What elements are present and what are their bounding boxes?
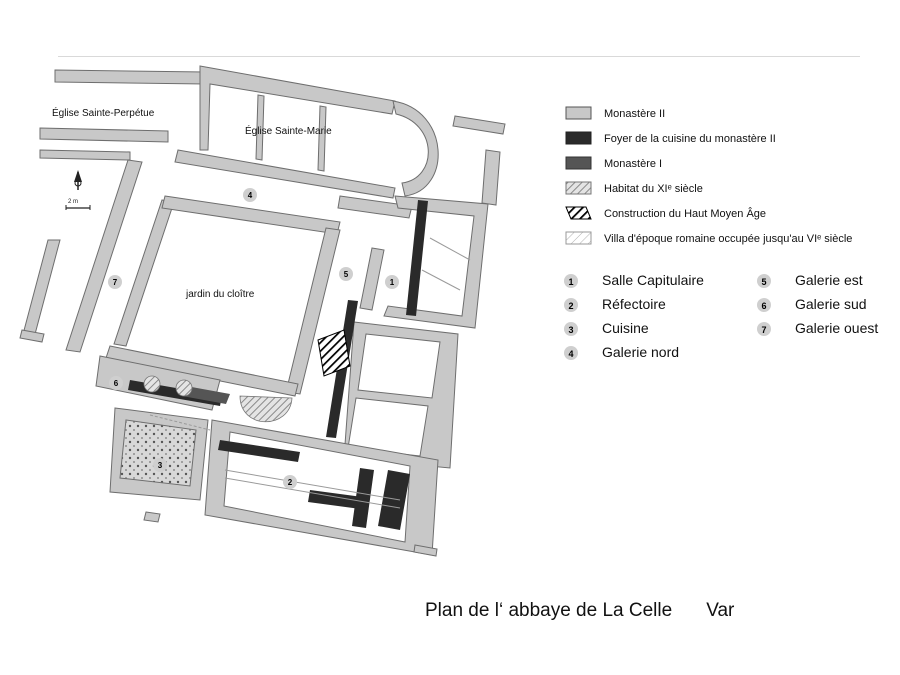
legend xyxy=(566,107,852,245)
svg-text:Construction du Haut Moyen Âge: Construction du Haut Moyen Âge xyxy=(604,208,767,220)
room-legend-4 xyxy=(564,344,679,360)
svg-text:5: 5 xyxy=(343,270,349,279)
svg-text:Galerie ouest: Galerie ouest xyxy=(795,320,879,336)
svg-text:Cuisine: Cuisine xyxy=(602,320,649,336)
label-eglise-sainte-marie: Église Sainte-Marie xyxy=(245,126,332,137)
svg-text:2: 2 xyxy=(568,301,574,311)
scale-bar xyxy=(66,199,90,210)
svg-text:6: 6 xyxy=(761,301,767,311)
svg-text:Galerie sud: Galerie sud xyxy=(795,296,867,312)
marker-6 xyxy=(109,376,123,390)
svg-text:4: 4 xyxy=(247,191,253,200)
legend-item-monastere-i xyxy=(566,157,662,170)
svg-text:4: 4 xyxy=(568,349,574,359)
svg-text:7: 7 xyxy=(761,325,767,335)
svg-text:Réfectoire: Réfectoire xyxy=(602,296,666,312)
marker-2 xyxy=(283,475,297,489)
svg-text:1: 1 xyxy=(568,277,574,287)
svg-text:Galerie est: Galerie est xyxy=(795,272,863,288)
label-jardin-cloitre: jardin du cloître xyxy=(186,289,255,300)
svg-text:Galerie nord: Galerie nord xyxy=(602,344,680,360)
svg-text:Foyer de la cuisine du monastè: Foyer de la cuisine du monastère II xyxy=(604,133,776,145)
marker-1 xyxy=(385,275,399,289)
room-legend xyxy=(564,272,878,360)
legend-item-haut-moyen-age xyxy=(566,207,766,220)
caption-title: Plan de l‘ abbaye de La Celle xyxy=(425,600,673,621)
svg-text:Salle Capitulaire: Salle Capitulaire xyxy=(602,272,704,288)
svg-text:Villa d'époque romaine occupée: Villa d'époque romaine occupée jusqu'au VIᵉ siècle xyxy=(604,233,853,245)
caption-place: Var xyxy=(706,600,735,621)
marker-5 xyxy=(339,267,353,281)
room-legend-6 xyxy=(757,296,867,312)
legend-item-foyer-cuisine xyxy=(566,132,776,145)
legend-item-monastere-ii xyxy=(566,107,665,120)
marker-3 xyxy=(153,458,167,472)
svg-text:2: 2 xyxy=(287,478,293,487)
svg-text:5: 5 xyxy=(761,277,767,287)
marker-7 xyxy=(108,275,122,289)
room-legend-2 xyxy=(564,296,666,312)
north-arrow-icon xyxy=(74,170,82,190)
room-legend-7 xyxy=(757,320,878,336)
label-eglise-sainte-perpetue: Église Sainte-Perpétue xyxy=(52,108,155,119)
room-legend-3 xyxy=(564,320,649,336)
legend-item-habitat-xie xyxy=(566,182,703,195)
slide-caption xyxy=(425,600,734,622)
svg-text:3: 3 xyxy=(568,325,574,335)
svg-text:Monastère I: Monastère I xyxy=(604,158,663,170)
svg-text:3: 3 xyxy=(157,461,163,470)
scale-label: 2 m xyxy=(68,199,79,205)
legend-item-villa-romaine xyxy=(566,232,852,245)
plan-walls xyxy=(20,66,505,556)
svg-text:Monastère II: Monastère II xyxy=(604,108,666,120)
svg-text:6: 6 xyxy=(113,379,119,388)
svg-text:1: 1 xyxy=(389,278,395,287)
svg-text:Habitat du XIᵉ siècle: Habitat du XIᵉ siècle xyxy=(604,183,703,195)
room-legend-5 xyxy=(757,272,863,288)
svg-text:7: 7 xyxy=(112,278,118,287)
room-legend-1 xyxy=(564,272,704,288)
marker-4 xyxy=(243,188,257,202)
